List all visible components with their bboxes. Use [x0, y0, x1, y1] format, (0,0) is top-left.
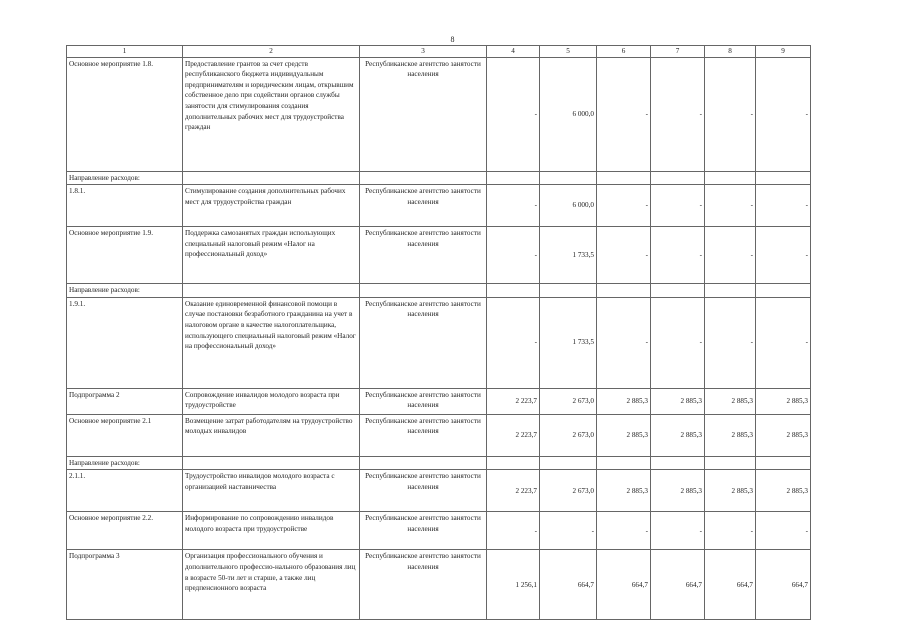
amount-cell: -: [705, 297, 756, 388]
amount-cell: -: [597, 512, 651, 550]
description-cell: Информирование по сопровождению инвалидов молодого возраста при трудоустройстве: [183, 512, 360, 550]
amount-cell: 664,7: [756, 550, 811, 620]
amount-cell: 2 885,3: [705, 388, 756, 414]
amount-cell: -: [597, 297, 651, 388]
page-number: 8: [450, 35, 455, 44]
amount-cell: -: [597, 185, 651, 227]
description-cell: [183, 284, 360, 298]
table-row: [67, 185, 811, 227]
amount-cell: [705, 284, 756, 298]
table-row: [67, 388, 811, 414]
amount-cell: 2 673,0: [540, 414, 597, 456]
amount-cell: -: [651, 297, 705, 388]
table-row: [67, 512, 811, 550]
header-cell: 5: [540, 46, 597, 58]
amount-cell: -: [597, 227, 651, 284]
amount-cell: -: [756, 227, 811, 284]
amount-cell: 664,7: [705, 550, 756, 620]
agency-cell: Республиканское агентство занятости населения: [360, 57, 487, 171]
agency-cell: Республиканское агентство занятости населения: [360, 512, 487, 550]
amount-cell: -: [597, 57, 651, 171]
row-label-cell: Направление расходов:: [67, 456, 183, 470]
row-label-cell: Подпрограмма 3: [67, 550, 183, 620]
amount-cell: -: [487, 185, 540, 227]
agency-cell: Республиканское агентство занятости населения: [360, 388, 487, 414]
amount-cell: 664,7: [651, 550, 705, 620]
amount-cell: [540, 456, 597, 470]
amount-cell: [487, 284, 540, 298]
description-cell: Организация профессионального обучения и дополнительного профессио-нального образования лиц в возрасте 50-ти лет и старше, а также лиц предпенсионного возраста: [183, 550, 360, 620]
header-cell: 9: [756, 46, 811, 58]
amount-cell: [597, 284, 651, 298]
row-label-cell: Направление расходов:: [67, 284, 183, 298]
description-cell: Возмещение затрат работодателям на трудоустройство молодых инвалидов: [183, 414, 360, 456]
amount-cell: [705, 171, 756, 185]
amount-cell: -: [651, 512, 705, 550]
amount-cell: 2 885,3: [597, 414, 651, 456]
amount-cell: -: [705, 512, 756, 550]
amount-cell: 2 673,0: [540, 388, 597, 414]
amount-cell: 664,7: [540, 550, 597, 620]
agency-cell: Республиканское агентство занятости населения: [360, 227, 487, 284]
amount-cell: [487, 456, 540, 470]
amount-cell: 2 885,3: [705, 414, 756, 456]
description-cell: Предоставление грантов за счет средств республиканского бюджета индивидуальным предпринимателям и юридическим лицам, открывшим собственное дело при содействии органов службы занятости для стимулирования создания дополнительных рабочих мест для трудоустройства граждан: [183, 57, 360, 171]
amount-cell: [540, 284, 597, 298]
amount-cell: 2 885,3: [705, 470, 756, 512]
amount-cell: -: [651, 227, 705, 284]
agency-cell: [360, 284, 487, 298]
amount-cell: [651, 171, 705, 185]
agency-cell: Республиканское агентство занятости населения: [360, 414, 487, 456]
amount-cell: 2 885,3: [756, 388, 811, 414]
agency-cell: Республиканское агентство занятости населения: [360, 297, 487, 388]
amount-cell: -: [756, 57, 811, 171]
amount-cell: -: [651, 185, 705, 227]
table-row: [67, 456, 811, 470]
row-label-cell: Основное мероприятие 1.9.: [67, 227, 183, 284]
amount-cell: -: [705, 227, 756, 284]
description-cell: Стимулирование создания дополнительных рабочих мест для трудоустройства граждан: [183, 185, 360, 227]
amount-cell: -: [540, 512, 597, 550]
amount-cell: 2 223,7: [487, 388, 540, 414]
amount-cell: [756, 284, 811, 298]
amount-cell: 2 223,7: [487, 414, 540, 456]
amount-cell: [705, 456, 756, 470]
description-cell: [183, 456, 360, 470]
table-row: [67, 414, 811, 456]
table-row: [67, 227, 811, 284]
agency-cell: Республиканское агентство занятости населения: [360, 550, 487, 620]
amount-cell: 2 885,3: [651, 388, 705, 414]
amount-cell: -: [487, 512, 540, 550]
amount-cell: [651, 284, 705, 298]
row-label-cell: Основное мероприятие 2.1: [67, 414, 183, 456]
header-cell: 8: [705, 46, 756, 58]
header-cell: 7: [651, 46, 705, 58]
amount-cell: 2 885,3: [597, 388, 651, 414]
agency-cell: [360, 171, 487, 185]
amount-cell: 2 885,3: [651, 470, 705, 512]
amount-cell: 2 885,3: [756, 414, 811, 456]
header-cell: 6: [597, 46, 651, 58]
row-label-cell: Основное мероприятие 2.2.: [67, 512, 183, 550]
amount-cell: -: [487, 297, 540, 388]
amount-cell: 6 000,0: [540, 185, 597, 227]
row-label-cell: Направление расходов:: [67, 171, 183, 185]
table-row: [67, 470, 811, 512]
row-label-cell: Подпрограмма 2: [67, 388, 183, 414]
amount-cell: 1 256,1: [487, 550, 540, 620]
row-label-cell: 1.8.1.: [67, 185, 183, 227]
amount-cell: 1 733,5: [540, 297, 597, 388]
header-row: [67, 46, 811, 58]
amount-cell: [597, 171, 651, 185]
table-row: [67, 550, 811, 620]
budget-table: [66, 45, 811, 620]
row-label-cell: 2.1.1.: [67, 470, 183, 512]
amount-cell: 2 223,7: [487, 470, 540, 512]
table-row: [67, 57, 811, 171]
amount-cell: [597, 456, 651, 470]
table-row: [67, 171, 811, 185]
amount-cell: -: [756, 297, 811, 388]
amount-cell: -: [487, 227, 540, 284]
agency-cell: Республиканское агентство занятости населения: [360, 470, 487, 512]
amount-cell: 6 000,0: [540, 57, 597, 171]
amount-cell: 2 885,3: [651, 414, 705, 456]
description-cell: Трудоустройство инвалидов молодого возраста с организацией наставничества: [183, 470, 360, 512]
description-cell: Оказание единовременной финансовой помощи в случае постановки безработного гражданина на учет в налоговом органе в качестве налогоплательщика, использующего специальный налоговый режим «Налог на профессиональный доход»: [183, 297, 360, 388]
amount-cell: -: [756, 512, 811, 550]
table-row: [67, 297, 811, 388]
amount-cell: -: [487, 57, 540, 171]
amount-cell: 664,7: [597, 550, 651, 620]
amount-cell: -: [705, 57, 756, 171]
amount-cell: [540, 171, 597, 185]
amount-cell: 2 885,3: [756, 470, 811, 512]
header-cell: 4: [487, 46, 540, 58]
agency-cell: [360, 456, 487, 470]
amount-cell: 2 885,3: [597, 470, 651, 512]
row-label-cell: 1.9.1.: [67, 297, 183, 388]
table-row: [67, 284, 811, 298]
amount-cell: [487, 171, 540, 185]
amount-cell: [756, 171, 811, 185]
amount-cell: [651, 456, 705, 470]
amount-cell: 2 673,0: [540, 470, 597, 512]
header-cell: 1: [67, 46, 183, 58]
agency-cell: Республиканское агентство занятости населения: [360, 185, 487, 227]
amount-cell: -: [756, 185, 811, 227]
header-cell: 3: [360, 46, 487, 58]
header-cell: 2: [183, 46, 360, 58]
row-label-cell: Основное мероприятие 1.8.: [67, 57, 183, 171]
amount-cell: -: [651, 57, 705, 171]
description-cell: Поддержка самозанятых граждан использующих специальный налоговый режим «Налог на профессиональный доход»: [183, 227, 360, 284]
description-cell: [183, 171, 360, 185]
amount-cell: -: [705, 185, 756, 227]
amount-cell: [756, 456, 811, 470]
description-cell: Сопровождение инвалидов молодого возраста при трудоустройстве: [183, 388, 360, 414]
amount-cell: 1 733,5: [540, 227, 597, 284]
